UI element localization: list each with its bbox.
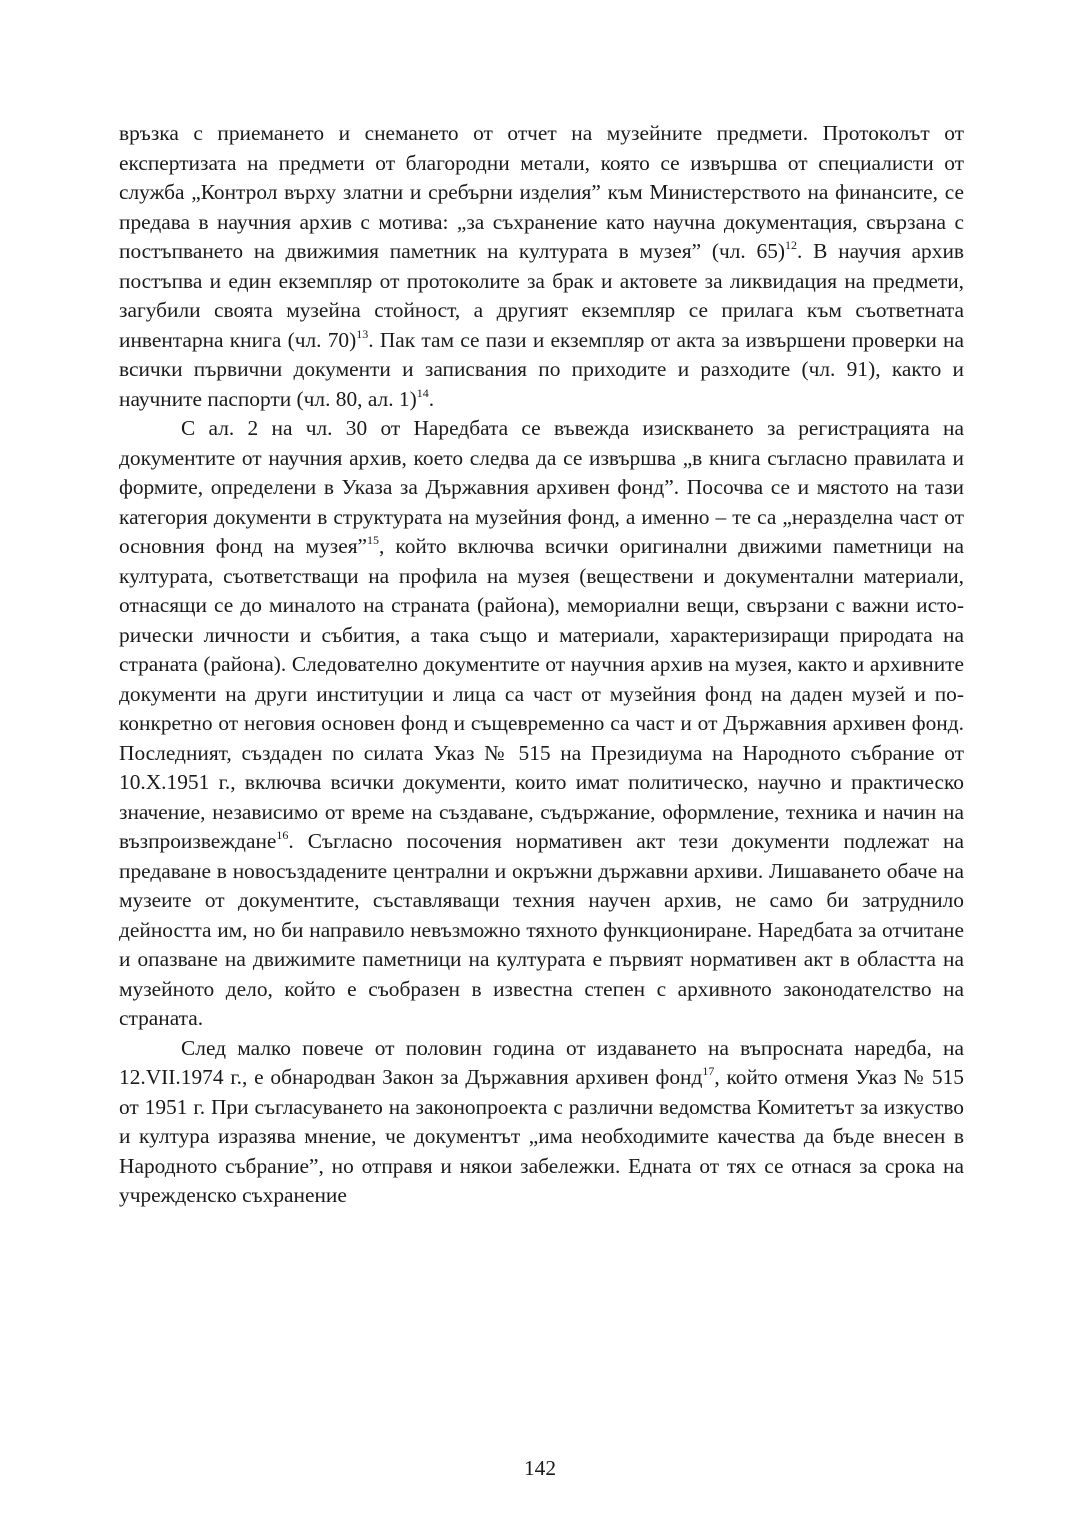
- paragraph-1-text-4: .: [428, 386, 435, 411]
- paragraph-2-text-3: . Съгласно посочения нормативен акт тези документи подлежат на предаване в новосъздадените централни и окръжни държавни архиви. Лишаването обаче на музеите от документите, съставляващи техния научен архив, не само би затруднило дейността им, но би направило невъзможно тяхното функциониране. Наредбата за отчитане и опазване на движимите паметници на културата е първият нормативен акт в областта на музейното дело, който е съобразен в известна степен с архивното законодателство на страната.: [119, 829, 964, 1030]
- paragraph-2-text-2: , който включва всички оригинални движими паметници на културата, съответстващи на профила на музея (веществени и документални материали, отнасящи се до миналото на страната (района), мемориални вещи, свързани с важни исторически личности и събития, а така също и материали, характеризиращи природата на страната (района). Следователно документите от научния архив на музея, както и архивните документи на други институции и лица са част от музейния фонд на даден музей и по-конкретно от неговия основен фонд и същевременно са част и от Държавния архивен фонд. Последният, създаден по силата Указ № 515 на Президиума на Народното събрание от 10.X.1951 г., включва всички документи, които имат политическо, научно и практическо значение, независимо от време на създаване, съдържание, оформление, техника и начин на възпроизвеждане: [119, 534, 964, 853]
- footnote-ref-14[interactable]: 14: [416, 385, 429, 400]
- paragraph-2: [119, 414, 964, 1034]
- page-number: 142: [523, 1456, 557, 1480]
- footnote-ref-15[interactable]: 15: [367, 533, 380, 547]
- paragraph-3-text-2: , който отменя Указ № 515 от 1951 г. При съгласуването на законопроекта с различни ведомства Комитетът за изкуство и култура изразява мнение, че документът „има необходимите качества да бъде внесен в Народното събрание”, но отправя и някои забележки. Едната от тях се отнася за срока на учрежденско съхранение: [119, 1065, 964, 1207]
- paragraph-1-text-1: връзка с приемането и снемането от отчет на музейните предмети. Протоколът от експертизата на предмети от благородни метали, която се извършва от специалисти от служба „Контрол върху златни и сребърни изделия” към Министерството на финансите, се предава в научния архив с мотива: „за съхранение като научна документация, свързана с постъпването на движимия паметник на културата в музея” (чл. 65): [119, 121, 964, 263]
- paragraph-1-text-3: . Пак там се пази и екземпляр от акта за извършени проверки на всички първични документи и записвания по приходите и разходите (чл. 91), както и научните паспорти (чл. 80, ал. 1): [119, 327, 964, 411]
- paragraph-1: [119, 119, 964, 414]
- paragraph-1-text-2: . В научия архив постъпва и един екземпляр от протоколите за брак и актовете за ликвидация на предмети, загубили своята музейна стойност, а другият екземпляр се прилага към съответната инвентарна книга (чл. 70): [119, 239, 964, 352]
- paragraph-3: [119, 1034, 964, 1211]
- page-body: [119, 119, 964, 1211]
- footnote-ref-16[interactable]: 16: [276, 828, 289, 842]
- footnote-ref-17[interactable]: 17: [702, 1064, 715, 1078]
- footnote-ref-13[interactable]: 13: [356, 326, 369, 341]
- paragraph-2-text-1: С ал. 2 на чл. 30 от Наредбата се въвежда изискването за регистрацията на документите от научния архив, което следва да се извършва „в книга съгласно правилата и формите, определени в Указа за Държавния архивен фонд”. Посочва се и мястото на тази категория документи в структурата на музейния фонд, а именно – те са „неразделна част от основния фонд на музея”: [119, 416, 964, 558]
- footnote-ref-12[interactable]: 12: [785, 238, 798, 252]
- paragraph-3-text-1: След малко повече от половин година от издаването на въпросната наредба, на 12.VII.1974 г., е обнародван Закон за Държавния архивен фонд: [119, 1035, 964, 1089]
